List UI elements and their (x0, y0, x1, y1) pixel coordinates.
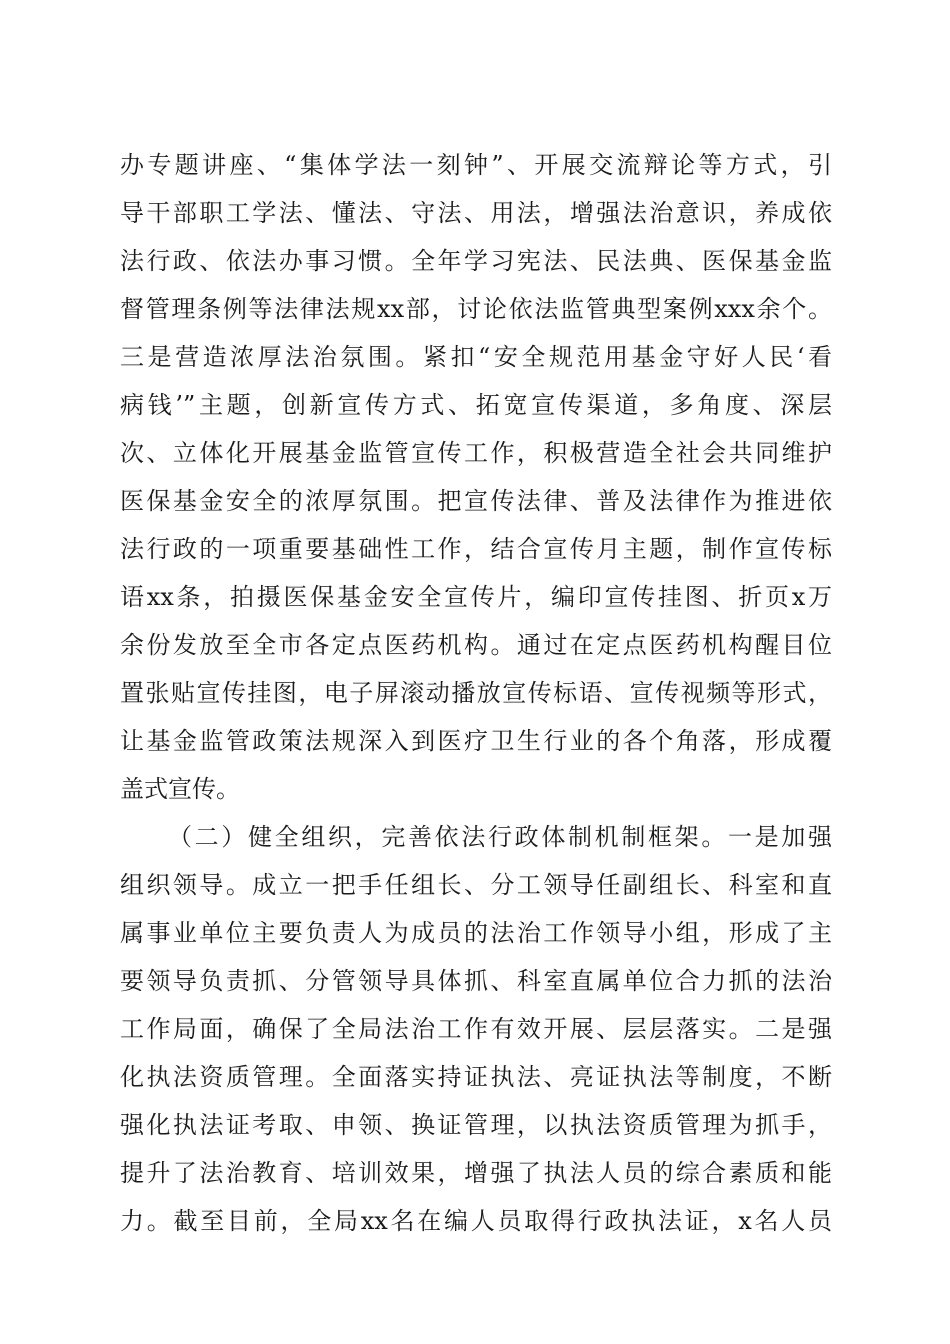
text-line: 法行政的一项重要基础性工作，结合宣传月主题，制作宣传标 (120, 535, 832, 563)
text-line: 办专题讲座、“集体学法一刻钟”、开展交流辩论等方式，引 (120, 151, 832, 179)
text-line: 病钱’”主题，创新宣传方式、拓宽宣传渠道，多角度、深层 (120, 391, 832, 419)
text-line: 督管理条例等法律法规xx部，讨论依法监管典型案例xxx余个。 (120, 295, 832, 323)
text-line: 法行政、依法办事习惯。全年学习宪法、民法典、医保基金监 (120, 247, 832, 275)
text-line: 次、立体化开展基金监管宣传工作，积极营造全社会共同维护 (120, 439, 832, 467)
text-line: 提升了法治教育、培训效果，增强了执法人员的综合素质和能 (120, 1159, 832, 1187)
text-line: 余份发放至全市各定点医药机构。通过在定点医药机构醒目位 (120, 631, 832, 659)
body-text (120, 146, 832, 1250)
text-line: 盖式宣传。 (120, 775, 240, 803)
text-line: 让基金监管政策法规深入到医疗卫生行业的各个角落，形成覆 (120, 727, 832, 755)
text-line: 工作局面，确保了全局法治工作有效开展、层层落实。二是强 (120, 1015, 832, 1043)
text-line: 语xx条，拍摄医保基金安全宣传片，编印宣传挂图、折页x万 (120, 583, 832, 611)
text-line: 化执法资质管理。全面落实持证执法、亮证执法等制度，不断 (120, 1063, 832, 1091)
text-line: 属事业单位主要负责人为成员的法治工作领导小组，形成了主 (120, 919, 832, 947)
section-heading-line: （二）健全组织，完善依法行政体制机制框架。一是加强 (168, 823, 832, 851)
text-line: 导干部职工学法、懂法、守法、用法，增强法治意识，养成依 (120, 199, 832, 227)
text-line: 强化执法证考取、申领、换证管理，以执法资质管理为抓手， (120, 1111, 832, 1139)
text-line: 力。截至目前，全局xx名在编人员取得行政执法证，x名人员 (120, 1207, 832, 1235)
text-line: 要领导负责抓、分管领导具体抓、科室直属单位合力抓的法治 (120, 967, 832, 995)
text-line: 医保基金安全的浓厚氛围。把宣传法律、普及法律作为推进依 (120, 487, 832, 515)
text-line: 组织领导。成立一把手任组长、分工领导任副组长、科室和直 (120, 871, 832, 899)
text-line: 置张贴宣传挂图，电子屏滚动播放宣传标语、宣传视频等形式， (120, 679, 832, 707)
text-line: 三是营造浓厚法治氛围。紧扣“安全规范用基金守好人民‘看 (120, 343, 832, 371)
